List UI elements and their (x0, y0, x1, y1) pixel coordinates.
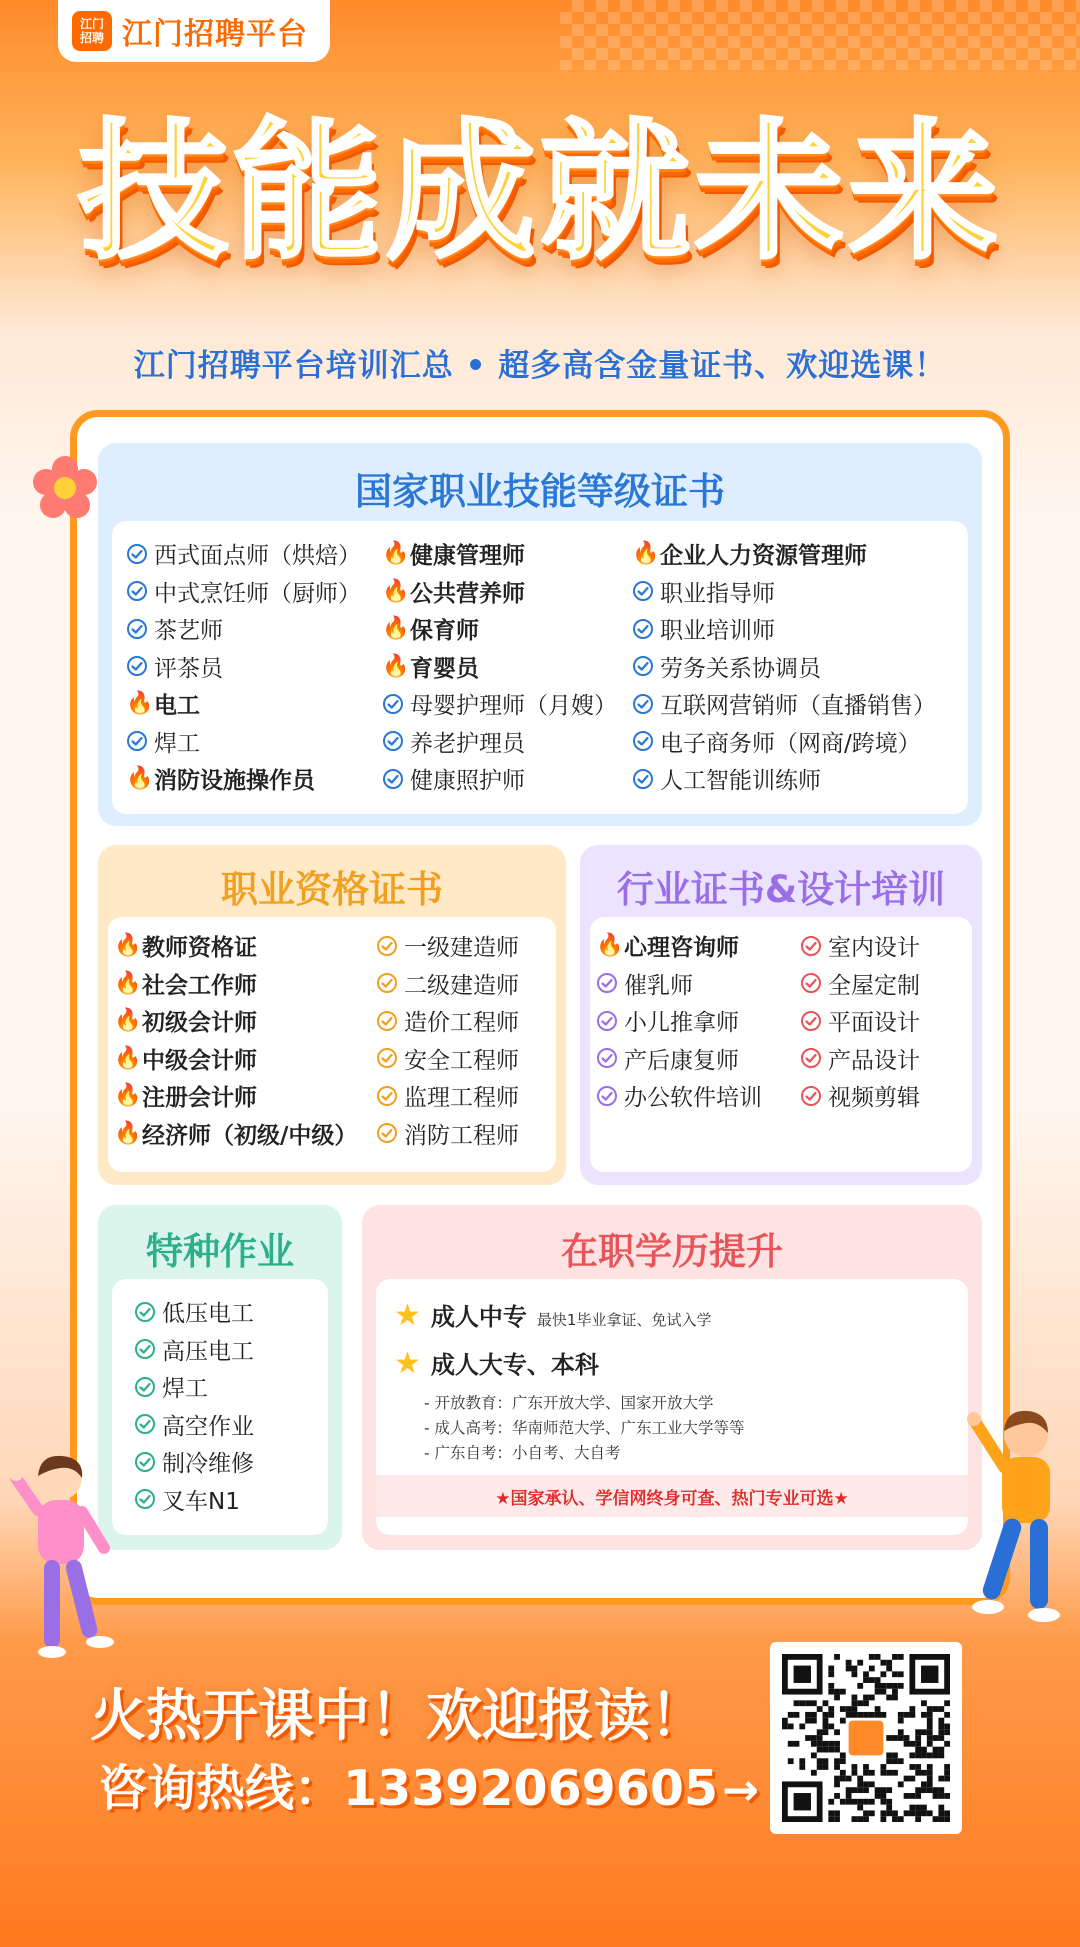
list-item-label: 职业指导师 (660, 580, 775, 607)
check-circle-icon (126, 580, 148, 602)
fire-icon: 🔥 (114, 1120, 142, 1146)
check-circle-icon (376, 1047, 398, 1069)
list-item (800, 1002, 970, 1040)
panel-title: 在职学历提升 (561, 1230, 783, 1273)
list-item (800, 965, 970, 1003)
list-column (114, 927, 358, 1152)
education-sub-lines (376, 1391, 745, 1466)
list-item (382, 723, 642, 761)
subtitle: 江门招聘平台培训汇总 • 超多高含金量证书、欢迎选课！ (133, 348, 947, 384)
list-column (126, 535, 386, 798)
list-item-label: 焊工 (162, 1376, 208, 1403)
education-item (394, 1345, 599, 1381)
cta-headline: 火热开课中！欢迎报读！ (90, 1684, 706, 1749)
list-item (376, 965, 556, 1003)
list-item-label: 室内设计 (828, 935, 920, 962)
list-item-label: 中式烹饪师（厨师） (154, 580, 361, 607)
boy-character-illustration (940, 1405, 1075, 1635)
list-item (376, 1040, 556, 1078)
list-column (632, 535, 962, 798)
list-item-label: 初级会计师 (142, 1010, 257, 1037)
qr-code-icon (782, 1654, 950, 1822)
list-item-label: 焊工 (154, 730, 200, 757)
list-item (382, 685, 642, 723)
education-banner: ★国家承认、学信网终身可查、热门专业可选★ (376, 1475, 968, 1517)
check-circle-icon (596, 1010, 618, 1032)
education-item-title: 成人大专、本科 (430, 1351, 599, 1379)
check-circle-icon (632, 580, 654, 602)
panel-title: 特种作业 (146, 1230, 294, 1273)
qualification-list (108, 917, 556, 1172)
list-item (376, 927, 556, 965)
check-circle-icon (126, 730, 148, 752)
check-circle-icon (800, 1047, 822, 1069)
list-item (134, 1481, 324, 1519)
list-item-label: 互联网营销师（直播销售） (660, 693, 936, 720)
list-item (134, 1331, 324, 1369)
flower-icon (32, 455, 98, 521)
list-item-label: 西式面点师（烘焙） (154, 543, 361, 570)
list-item (382, 610, 642, 648)
list-item-label: 产品设计 (828, 1047, 920, 1074)
list-item-label: 平面设计 (828, 1010, 920, 1037)
list-item (376, 1115, 556, 1153)
check-circle-icon (382, 768, 404, 790)
fire-icon: 🔥 (632, 541, 660, 567)
list-item (114, 927, 354, 965)
list-item-label: 保育师 (410, 618, 479, 645)
check-circle-icon (800, 972, 822, 994)
list-item-label: 茶艺师 (154, 618, 223, 645)
brand-logo-mark-text: 江门 招聘 (79, 17, 104, 45)
education-content (376, 1279, 968, 1535)
list-item (382, 573, 642, 611)
hotline-label: 咨询热线： (98, 1760, 344, 1817)
fire-icon: 🔥 (114, 1045, 142, 1071)
list-column (134, 1293, 324, 1518)
list-item (134, 1293, 324, 1331)
check-circle-icon (134, 1376, 156, 1398)
education-item (394, 1297, 711, 1333)
list-item (114, 1115, 358, 1153)
list-item-label: 安全工程师 (404, 1047, 519, 1074)
list-item-label: 劳务关系协调员 (660, 655, 821, 682)
check-circle-icon (376, 935, 398, 957)
fire-icon: 🔥 (114, 1083, 142, 1109)
star-icon: ★ (394, 1298, 421, 1333)
list-item (632, 573, 962, 611)
list-item (632, 723, 962, 761)
check-circle-icon (800, 1085, 822, 1107)
check-circle-icon (596, 1047, 618, 1069)
list-item-label: 叉车N1 (162, 1488, 240, 1515)
fire-icon: 🔥 (126, 766, 154, 792)
list-item (596, 965, 786, 1003)
list-item-label: 全屋定制 (828, 972, 920, 999)
list-item (382, 535, 642, 573)
fire-icon: 🔥 (382, 541, 410, 567)
fire-icon: 🔥 (114, 933, 142, 959)
panel-title: 行业证书&设计培训 (616, 868, 946, 911)
list-item-label: 职业培训师 (660, 618, 775, 645)
list-item (126, 610, 386, 648)
list-item-label: 养老护理员 (410, 730, 525, 757)
special-list (112, 1279, 328, 1535)
panel-title: 国家职业技能等级证书 (355, 470, 725, 513)
check-circle-icon (134, 1413, 156, 1435)
hotline[interactable] (98, 1750, 759, 1820)
list-item (126, 535, 386, 573)
list-item (596, 1077, 786, 1115)
list-column (596, 927, 786, 1115)
fire-icon: 🔥 (114, 1008, 142, 1034)
list-item-label: 催乳师 (624, 972, 693, 999)
qualification-certificates-panel (98, 845, 566, 1185)
industry-certificates-panel (580, 845, 982, 1185)
qr-code[interactable] (770, 1642, 962, 1834)
check-circle-icon (134, 1338, 156, 1360)
list-item (596, 1040, 786, 1078)
brand-name: 江门招聘平台 (122, 17, 308, 52)
list-item (632, 685, 962, 723)
list-item (134, 1443, 324, 1481)
list-item-label: 健康照护师 (410, 768, 525, 795)
list-item-label: 评茶员 (154, 655, 223, 682)
panel-title: 职业资格证书 (221, 868, 443, 911)
check-circle-icon (632, 693, 654, 715)
list-item-label: 育婴员 (410, 655, 479, 682)
list-item-label: 中级会计师 (142, 1047, 257, 1074)
education-sub-line: - 开放教育：广东开放大学、国家开放大学 (424, 1394, 714, 1412)
list-item (134, 1368, 324, 1406)
list-item-label: 二级建造师 (404, 972, 519, 999)
list-item (800, 1077, 970, 1115)
brand-logo-mark (72, 11, 112, 51)
list-item-label: 消防工程师 (404, 1122, 519, 1149)
list-item (114, 1002, 354, 1040)
list-item (114, 1077, 354, 1115)
list-item (126, 760, 386, 798)
industry-list (590, 917, 972, 1172)
list-item-label: 监理工程师 (404, 1085, 519, 1112)
check-circle-icon (376, 1085, 398, 1107)
list-item-label: 心理咨询师 (624, 935, 739, 962)
brand-logo (58, 0, 330, 62)
list-column (800, 927, 970, 1115)
list-item (376, 1002, 556, 1040)
star-icon: ★ (394, 1346, 421, 1381)
list-item-label: 高压电工 (162, 1338, 254, 1365)
list-item-label: 经济师（初级/中级） (142, 1122, 358, 1149)
list-item-label: 制冷维修 (162, 1451, 254, 1478)
fire-icon: 🔥 (382, 616, 410, 642)
list-item (382, 648, 642, 686)
list-item-label: 健康管理师 (410, 543, 525, 570)
list-item (632, 760, 962, 798)
list-item (632, 648, 962, 686)
list-item (800, 1040, 970, 1078)
check-circle-icon (376, 972, 398, 994)
list-item-label: 低压电工 (162, 1301, 254, 1328)
check-circle-icon (800, 1010, 822, 1032)
list-item (126, 648, 386, 686)
hotline-number[interactable]: 13392069605 (343, 1760, 719, 1817)
list-item (596, 927, 786, 965)
list-item-label: 视频剪辑 (828, 1085, 920, 1112)
fire-icon: 🔥 (382, 578, 410, 604)
list-column (382, 535, 642, 798)
list-item-label: 社会工作师 (142, 972, 257, 999)
checker-decoration (560, 0, 1080, 70)
arrow-right-icon: → (722, 1765, 759, 1816)
list-item-label: 教师资格证 (142, 935, 257, 962)
fire-icon: 🔥 (114, 970, 142, 996)
list-item (126, 685, 386, 723)
list-item (382, 760, 642, 798)
list-item-label: 一级建造师 (404, 935, 519, 962)
check-circle-icon (800, 935, 822, 957)
check-circle-icon (596, 972, 618, 994)
check-circle-icon (126, 655, 148, 677)
list-item-label: 母婴护理师（月嫂） (410, 693, 617, 720)
list-item (114, 965, 354, 1003)
list-item-label: 高空作业 (162, 1413, 254, 1440)
national-certificates-panel (98, 443, 982, 826)
list-item-label: 产后康复师 (624, 1047, 739, 1074)
fire-icon: 🔥 (596, 933, 624, 959)
list-item (376, 1077, 556, 1115)
list-item (134, 1406, 324, 1444)
list-item (632, 610, 962, 648)
list-item-label: 企业人力资源管理师 (660, 543, 867, 570)
education-item-title: 成人中专 (430, 1303, 527, 1331)
fire-icon: 🔥 (126, 691, 154, 717)
check-circle-icon (376, 1010, 398, 1032)
list-item-label: 造价工程师 (404, 1010, 519, 1037)
list-item-label: 人工智能训练师 (660, 768, 821, 795)
list-item-label: 办公软件培训 (624, 1085, 762, 1112)
list-item (632, 535, 962, 573)
list-item-label: 电子商务师（网商/跨境） (660, 730, 921, 757)
national-list (112, 521, 968, 814)
list-item-label: 小儿推拿师 (624, 1010, 739, 1037)
check-circle-icon (382, 693, 404, 715)
check-circle-icon (632, 655, 654, 677)
check-circle-icon (126, 543, 148, 565)
education-panel (362, 1205, 982, 1550)
list-item (596, 1002, 786, 1040)
fire-icon: 🔥 (382, 653, 410, 679)
check-circle-icon (632, 618, 654, 640)
education-sub-line: - 成人高考：华南师范大学、广东工业大学等等 (424, 1419, 745, 1437)
education-sub-line: - 广东自考：小自考、大自考 (424, 1444, 621, 1462)
headline: 技能成就未来 (77, 106, 1002, 280)
list-item-label: 电工 (154, 693, 200, 720)
check-circle-icon (632, 768, 654, 790)
check-circle-icon (632, 730, 654, 752)
list-item-label: 消防设施操作员 (154, 768, 315, 795)
girl-character-illustration (8, 1448, 138, 1668)
check-circle-icon (596, 1085, 618, 1107)
list-item-label: 公共营养师 (410, 580, 525, 607)
list-item-label: 注册会计师 (142, 1085, 257, 1112)
list-item (800, 927, 970, 965)
list-item (126, 573, 386, 611)
check-circle-icon (376, 1122, 398, 1144)
check-circle-icon (126, 618, 148, 640)
education-item-note: 最快1毕业拿证、免试入学 (536, 1311, 712, 1329)
list-item (126, 723, 386, 761)
check-circle-icon (382, 730, 404, 752)
check-circle-icon (134, 1301, 156, 1323)
list-column (376, 927, 556, 1152)
list-item (114, 1040, 354, 1078)
